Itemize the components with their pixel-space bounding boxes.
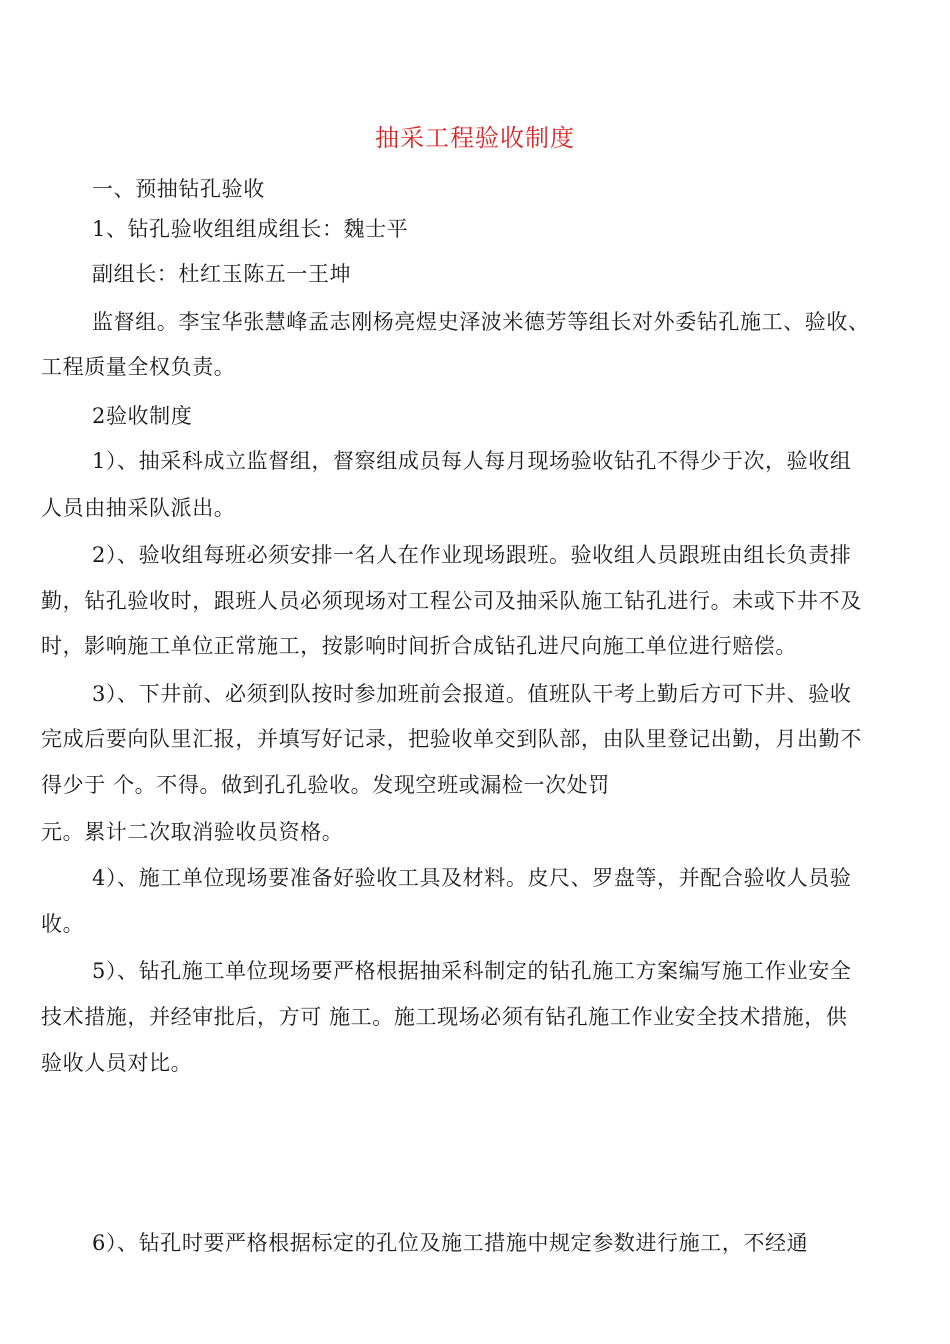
paragraph-line: 收。 xyxy=(41,912,85,936)
paragraph-line: 监督组。李宝华张慧峰孟志刚杨亮煜史泽波米德芳等组长对外委钻孔施工、验收、 xyxy=(92,310,870,334)
paragraph-line: 人员由抽采队派出。 xyxy=(41,496,236,520)
paragraph-line: 得少于 个。不得。做到孔孔验收。发现空班或漏检一次处罚 xyxy=(41,773,610,797)
paragraph-line: 副组长：杜红玉陈五一王坤 xyxy=(92,262,352,286)
paragraph-line: 时，影响施工单位正常施工，按影响时间折合成钻孔进尺向施工单位进行赔偿。 xyxy=(41,634,797,658)
document-title: 抽采工程验收制度 xyxy=(375,124,575,152)
paragraph-line: 元。累计二次取消验收员资格。 xyxy=(41,820,344,844)
paragraph-line: 技术措施，并经审批后，方可 施工。施工现场必须有钻孔施工作业安全技术措施，供 xyxy=(41,1005,848,1029)
paragraph-line: 勤，钻孔验收时，跟班人员必须现场对工程公司及抽采队施工钻孔进行。未或下井不及 xyxy=(41,589,862,613)
paragraph-line: 1、钻孔验收组组成组长：魏士平 xyxy=(92,217,409,241)
paragraph-line: 4）、施工单位现场要准备好验收工具及材料。皮尺、罗盘等，并配合验收人员验 xyxy=(92,866,852,890)
paragraph-line: 验收人员对比。 xyxy=(41,1051,193,1075)
paragraph-line: 1）、抽采科成立监督组，督察组成员每人每月现场验收钻孔不得少于次，验收组 xyxy=(92,449,852,473)
paragraph-line: 5）、钻孔施工单位现场要严格根据抽采科制定的钻孔施工方案编写施工作业安全 xyxy=(92,959,852,983)
paragraph-line: 工程质量全权负责。 xyxy=(41,355,236,379)
paragraph-line: 完成后要向队里汇报，并填写好记录，把验收单交到队部，由队里登记出勤，月出勤不 xyxy=(41,727,862,751)
paragraph-line: 2）、验收组每班必须安排一名人在作业现场跟班。验收组人员跟班由组长负责排 xyxy=(92,543,852,567)
section-heading-2: 2验收制度 xyxy=(92,404,193,428)
section-heading-1: 一、预抽钻孔验收 xyxy=(92,177,265,201)
paragraph-line: 6）、钻孔时要严格根据标定的孔位及施工措施中规定参数进行施工，不经通 xyxy=(92,1231,809,1255)
paragraph-line: 3）、下井前、必须到队按时参加班前会报道。值班队干考上勤后方可下井、验收 xyxy=(92,682,852,706)
